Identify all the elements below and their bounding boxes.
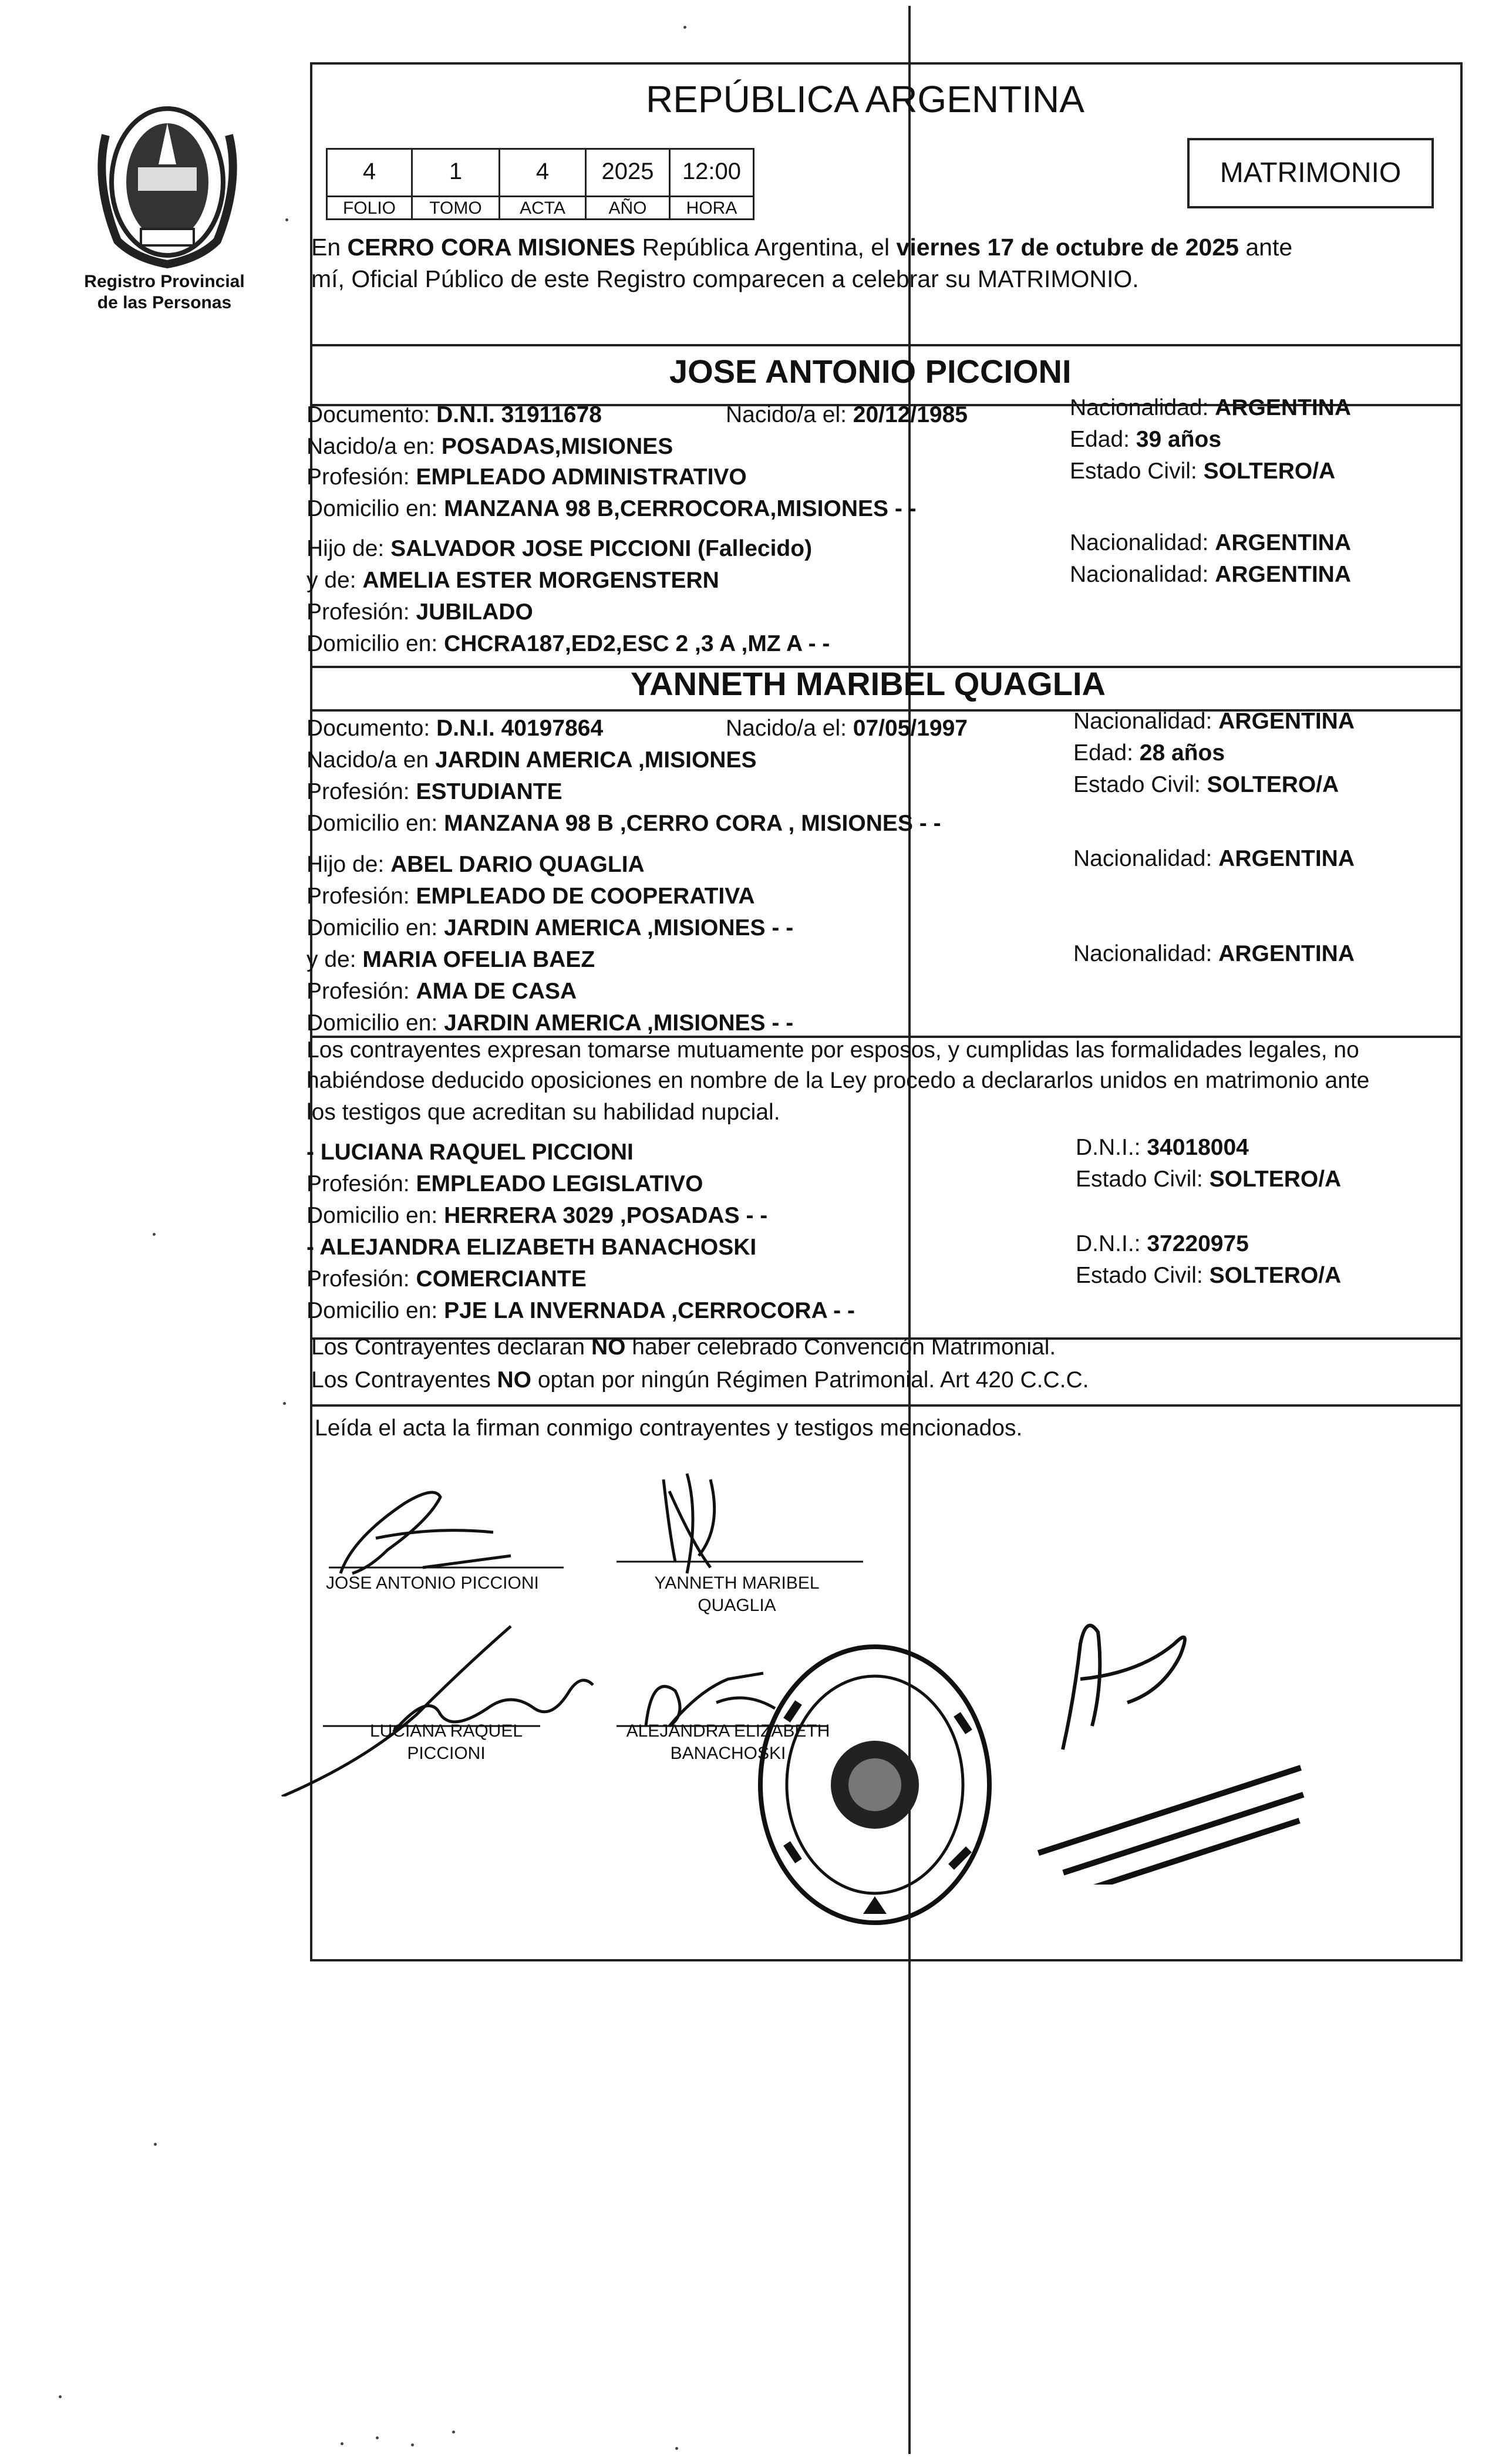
- signature-yanneth: [611, 1456, 869, 1585]
- label: Nacido/a el:: [726, 716, 853, 741]
- anio-value: 2025: [585, 148, 671, 197]
- spouse1-father-nationality: [1070, 530, 1351, 557]
- spouse2-nationality: [1073, 708, 1355, 735]
- registry-label: [65, 271, 264, 314]
- value: SALVADOR JOSE PICCIONI (Fallecido): [390, 536, 813, 561]
- label: y de:: [306, 947, 363, 972]
- value: ABEL DARIO QUAGLIA: [390, 852, 645, 877]
- sig-line: QUAGLIA: [698, 1596, 776, 1615]
- spouse2-father-nationality: [1073, 845, 1355, 872]
- scan-dot: [154, 2143, 157, 2146]
- value: MARIA OFELIA BAEZ: [362, 947, 595, 972]
- intro-text: En: [311, 234, 348, 261]
- value: ARGENTINA: [1218, 941, 1355, 966]
- spouse1-mother-profession: [306, 599, 533, 626]
- label: Estado Civil:: [1076, 1263, 1210, 1288]
- label: Nacionalidad:: [1070, 562, 1215, 587]
- scan-dot: [341, 2442, 343, 2445]
- value: 39 años: [1136, 427, 1222, 452]
- signature-luciana: [276, 1620, 640, 1796]
- label: Nacionalidad:: [1073, 941, 1219, 966]
- spouse2-age: [1073, 740, 1225, 767]
- sig-line: PICCIONI: [407, 1744, 486, 1763]
- label: Nacionalidad:: [1070, 395, 1215, 420]
- spouse2-birth-date: [726, 715, 968, 742]
- page-title: REPÚBLICA ARGENTINA: [646, 78, 1084, 120]
- spouse1-mother: [306, 567, 719, 594]
- label: Nacionalidad:: [1073, 709, 1219, 734]
- spouse2-birth-place: [306, 747, 756, 774]
- intro-date: viernes 17 de octubre de 2025: [896, 234, 1239, 261]
- label: Estado Civil:: [1076, 1167, 1210, 1192]
- acta-value: 4: [498, 148, 587, 197]
- witness1-dni: [1076, 1134, 1249, 1161]
- witness2-address: [306, 1297, 855, 1324]
- value: ARGENTINA: [1215, 530, 1352, 555]
- label: Edad:: [1073, 740, 1140, 766]
- spouse1-profession: [306, 464, 747, 491]
- divider: [312, 344, 1460, 346]
- witness1-name: - LUCIANA RAQUEL PICCIONI: [306, 1140, 634, 1165]
- intro-text: República Argentina, el: [635, 234, 897, 261]
- label: Estado Civil:: [1070, 459, 1204, 484]
- spouse2-father-address: [306, 915, 793, 942]
- hora-value: 12:00: [669, 148, 754, 197]
- sig-line: YANNETH MARIBEL: [654, 1573, 820, 1593]
- witness1-civil-status: [1076, 1166, 1341, 1193]
- label: Profesión:: [306, 1171, 416, 1196]
- intro-line-1: [311, 234, 1292, 261]
- label: Nacionalidad:: [1070, 530, 1215, 555]
- label: Profesión:: [306, 884, 416, 909]
- emphasis: NO: [497, 1367, 532, 1393]
- label: y de:: [306, 568, 363, 593]
- value: JUBILADO: [416, 599, 533, 625]
- label: Domicilio en:: [306, 1010, 444, 1036]
- value: D.N.I. 40197864: [436, 716, 604, 741]
- witness2-profession: [306, 1266, 587, 1293]
- spouse1-age: [1070, 426, 1221, 453]
- act-type-box: MATRIMONIO: [1187, 138, 1434, 208]
- emphasis: NO: [591, 1334, 626, 1360]
- spouse1-father: [306, 535, 812, 562]
- signature-label-jose: JOSE ANTONIO PICCIONI: [326, 1573, 539, 1593]
- scan-dot: [452, 2431, 455, 2433]
- spouse2-document: [306, 715, 603, 742]
- spouse1-name: JOSE ANTONIO PICCIONI: [669, 353, 1072, 390]
- value: COMERCIANTE: [416, 1266, 587, 1292]
- spouse1-civil-status: [1070, 458, 1335, 485]
- value: CHCRA187,ED2,ESC 2 ,3 A ,MZ A - -: [444, 631, 830, 656]
- value: MANZANA 98 B ,CERRO CORA , MISIONES - -: [444, 811, 941, 836]
- value: MANZANA 98 B,CERROCORA,MISIONES - -: [444, 496, 917, 521]
- intro-place: CERRO CORA MISIONES: [347, 234, 636, 261]
- spouse1-address: [306, 496, 917, 523]
- label: D.N.I.:: [1076, 1231, 1147, 1256]
- folio-label: FOLIO: [326, 195, 413, 220]
- declaration-line-3: los testigos que acreditan su habilidad nupcial.: [306, 1100, 780, 1125]
- spouse1-nationality: [1070, 395, 1351, 422]
- label: Domicilio en:: [306, 811, 444, 836]
- value: POSADAS,MISIONES: [441, 434, 673, 459]
- value: SOLTERO/A: [1209, 1167, 1342, 1192]
- intro-text: ante: [1238, 234, 1293, 261]
- value: JARDIN AMERICA ,MISIONES - -: [444, 1010, 794, 1036]
- registry-label-line1: Registro Provincial: [84, 272, 245, 291]
- signature-label-yanneth: [640, 1572, 834, 1617]
- acta-label: ACTA: [498, 195, 587, 220]
- hora-label: HORA: [669, 195, 754, 220]
- value: EMPLEADO DE COOPERATIVA: [416, 884, 755, 909]
- witness1-profession: [306, 1171, 703, 1198]
- value: ARGENTINA: [1218, 846, 1355, 871]
- spouse2-mother-profession: [306, 978, 577, 1005]
- label: Profesión:: [306, 779, 416, 804]
- label: Domicilio en:: [306, 496, 444, 521]
- label: Domicilio en:: [306, 631, 444, 656]
- label: Nacionalidad:: [1073, 846, 1219, 871]
- value: AMA DE CASA: [416, 979, 577, 1004]
- scan-dot: [285, 218, 288, 221]
- label: Domicilio en:: [306, 1298, 444, 1323]
- text: Los Contrayentes declaran: [311, 1334, 591, 1360]
- witness2-dni: [1076, 1231, 1249, 1258]
- label: Profesión:: [306, 464, 416, 490]
- spouse1-mother-nationality: [1070, 561, 1351, 588]
- label: Estado Civil:: [1073, 772, 1207, 797]
- convention-line-1: [311, 1334, 1056, 1361]
- value: EMPLEADO LEGISLATIVO: [416, 1171, 703, 1196]
- spouse1-birth-place: [306, 433, 673, 460]
- divider: [312, 1404, 1460, 1407]
- registry-label-line2: de las Personas: [97, 293, 232, 312]
- declaration-line-1: Los contrayentes expresan tomarse mutuamente por esposos, y cumplidas las formalidades legales, no: [306, 1037, 1359, 1063]
- spouse1-mother-address: [306, 631, 830, 658]
- anio-label: AÑO: [585, 195, 671, 220]
- value: 28 años: [1139, 740, 1225, 766]
- value: ARGENTINA: [1215, 562, 1352, 587]
- tomo-value: 1: [411, 148, 500, 197]
- value: JARDIN AMERICA ,MISIONES: [434, 747, 757, 773]
- sig-line: ALEJANDRA ELIZABETH: [626, 1721, 830, 1741]
- closing-text: Leída el acta la firman conmigo contrayentes y testigos mencionados.: [315, 1415, 1023, 1441]
- label: Domicilio en:: [306, 915, 444, 941]
- spouse2-mother: [306, 946, 595, 973]
- scan-dot: [283, 1402, 286, 1405]
- text: optan por ningún Régimen Patrimonial. Art 420 C.C.C.: [531, 1367, 1089, 1393]
- spouse2-mother-nationality: [1073, 941, 1355, 968]
- value: ESTUDIANTE: [416, 779, 562, 804]
- scan-dot: [59, 2395, 62, 2398]
- value: EMPLEADO ADMINISTRATIVO: [416, 464, 747, 490]
- spouse2-father-profession: [306, 883, 755, 910]
- value: SOLTERO/A: [1209, 1263, 1342, 1288]
- scan-dot: [683, 26, 686, 29]
- label: Nacido/a en: [306, 747, 435, 773]
- label: Edad:: [1070, 427, 1136, 452]
- scan-dot: [153, 1233, 156, 1236]
- scan-dot: [675, 2447, 678, 2450]
- intro-line-2: mí, Oficial Público de este Registro comparecen a celebrar su MATRIMONIO.: [311, 265, 1139, 292]
- value: JARDIN AMERICA ,MISIONES - -: [444, 915, 794, 941]
- value: 37220975: [1147, 1231, 1249, 1256]
- scan-dot: [376, 2436, 379, 2439]
- official-stamp: [1010, 1708, 1339, 1885]
- text: Los Contrayentes: [311, 1367, 497, 1393]
- convention-line-2: [311, 1367, 1089, 1394]
- spouse2-profession: [306, 778, 562, 805]
- sig-line: BANACHOSKI: [670, 1744, 786, 1763]
- value: 34018004: [1147, 1135, 1249, 1160]
- spouse2-mother-address: [306, 1010, 793, 1037]
- label: D.N.I.:: [1076, 1135, 1147, 1160]
- value: 20/12/1985: [853, 402, 968, 427]
- witness1-address: [306, 1202, 767, 1229]
- label: Profesión:: [306, 599, 416, 625]
- official-seal: [752, 1638, 1004, 1932]
- value: SOLTERO/A: [1207, 772, 1339, 797]
- label: Nacido/a el:: [726, 402, 853, 427]
- label: Documento:: [306, 402, 437, 427]
- signature-label-luciana: [358, 1720, 534, 1765]
- text: haber celebrado Convención Matrimonial.: [625, 1334, 1056, 1360]
- spouse2-name: YANNETH MARIBEL QUAGLIA: [631, 665, 1106, 702]
- label: Hijo de:: [306, 852, 391, 877]
- label: Documento:: [306, 716, 437, 741]
- label: Nacido/a en:: [306, 434, 442, 459]
- value: 07/05/1997: [853, 716, 968, 741]
- value: HERRERA 3029 ,POSADAS - -: [444, 1203, 768, 1228]
- label: Profesión:: [306, 979, 416, 1004]
- spouse2-address: [306, 810, 941, 837]
- spouse2-father: [306, 851, 645, 878]
- value: ARGENTINA: [1215, 395, 1352, 420]
- tomo-label: TOMO: [411, 195, 500, 220]
- registry-logo: [82, 100, 252, 270]
- scan-dot: [411, 2443, 414, 2446]
- witness2-civil-status: [1076, 1262, 1341, 1289]
- value: ARGENTINA: [1218, 709, 1355, 734]
- spouse1-birth-date: [726, 402, 968, 429]
- sig-line: LUCIANA RAQUEL: [369, 1721, 523, 1741]
- value: AMELIA ESTER MORGENSTERN: [362, 568, 719, 593]
- declaration-line-2: habiéndose deducido oposiciones en nombre de la Ley procedo a declararlos unidos en matrimonio ante: [306, 1068, 1370, 1093]
- label: Profesión:: [306, 1266, 416, 1292]
- value: D.N.I. 31911678: [436, 402, 602, 427]
- value: PJE LA INVERNADA ,CERROCORA - -: [444, 1298, 855, 1323]
- spouse1-document: [306, 402, 602, 429]
- witness2-name: - ALEJANDRA ELIZABETH BANACHOSKI: [306, 1235, 757, 1260]
- label: Hijo de:: [306, 536, 391, 561]
- label: Domicilio en:: [306, 1203, 444, 1228]
- value: SOLTERO/A: [1203, 459, 1336, 484]
- folio-value: 4: [326, 148, 413, 197]
- spouse2-civil-status: [1073, 771, 1339, 798]
